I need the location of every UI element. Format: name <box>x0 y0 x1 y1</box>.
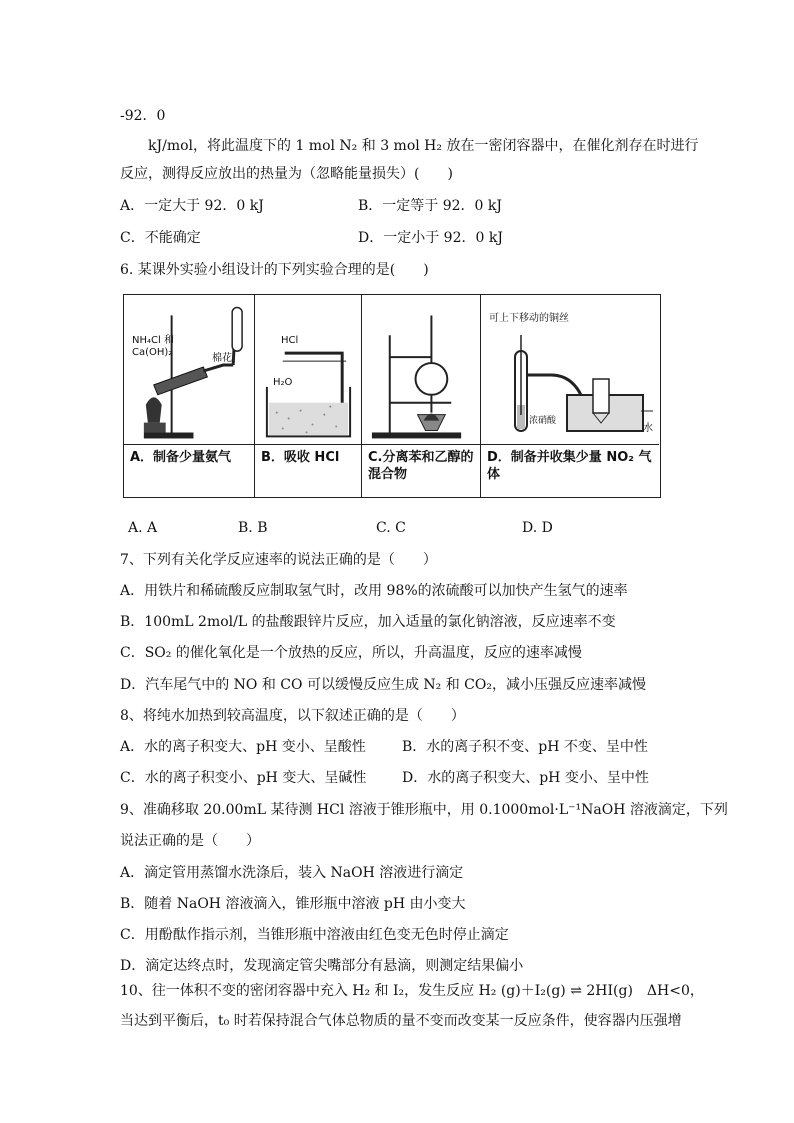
panel-d-caption: D．制备并收集少量 NO₂ 气体 <box>481 444 659 499</box>
q8-option-b[interactable]: B．水的离子积不变、pH 不变、呈中性 <box>402 739 648 755</box>
panel-b-hcl-label: HCl <box>281 335 299 346</box>
q9-stem-line2: 说法正确的是（ ） <box>120 833 260 849</box>
q8-option-c[interactable]: C．水的离子积变小、pH 变大、呈碱性 <box>120 770 367 786</box>
q6-option-d[interactable]: D. D <box>522 520 553 536</box>
q7-stem: 7、下列有关化学反应速率的说法正确的是（ ） <box>120 552 437 568</box>
q5-option-c[interactable]: C．不能确定 <box>120 230 201 246</box>
q9-option-c[interactable]: C．用酚酞作指示剂，当锥形瓶中溶液由红色变无色时停止滴定 <box>120 927 509 943</box>
separation-apparatus-illustration <box>362 295 480 444</box>
q6-stem: 6. 某课外实验小组设计的下列实验合理的是( ) <box>120 262 429 278</box>
q9-option-a[interactable]: A．滴定管用蒸馏水洗涤后，装入 NaOH 溶液进行滴定 <box>120 865 464 881</box>
panel-a <box>124 295 255 497</box>
q8-option-a[interactable]: A．水的离子积变大、pH 变小、呈酸性 <box>120 739 366 755</box>
q5-option-a[interactable]: A．一定大于 92．0 kJ <box>120 198 264 214</box>
q5-option-d[interactable]: D．一定小于 92．0 kJ <box>358 230 503 246</box>
apparatus-figure <box>123 294 661 498</box>
panel-a-caption: A．制备少量氨气 <box>124 444 254 499</box>
q7-option-b[interactable]: B．100mL 2mol/L 的盐酸跟锌片反应，加入适量的氯化钠溶液，反应速率不变 <box>120 614 616 630</box>
panel-b-caption: B．吸收 HCl <box>255 444 361 499</box>
q9-stem-line1: 9、准确移取 20.00mL 某待测 HCl 溶液于锥形瓶中，用 0.1000mol·L⁻¹NaOH 溶液滴定，下列 <box>120 802 728 818</box>
q10-stem-line1: 10、往一体积不变的密闭容器中充入 H₂ 和 I₂，发生反应 H₂ (g)＋I₂(g) ⇌ 2HI(g) ΔH<0， <box>120 983 704 999</box>
q8-option-d[interactable]: D．水的离子积变大、pH 变小、呈中性 <box>402 770 649 786</box>
panel-c <box>362 295 481 497</box>
panel-d-water-label: 水 <box>643 423 653 434</box>
q5-enthalpy-value: -92．0 <box>120 108 166 124</box>
panel-a-reagent-label: NH₄Cl 和 Ca(OH)₂ <box>132 335 174 358</box>
q6-option-b[interactable]: B. B <box>238 520 268 536</box>
panel-b-water-label: H₂O <box>273 377 293 388</box>
q7-option-d[interactable]: D．汽车尾气中的 NO 和 CO 可以缓慢反应生成 N₂ 和 CO₂，减小压强反应速率减慢 <box>120 677 646 693</box>
q7-option-c[interactable]: C．SO₂ 的催化氧化是一个放热的反应，所以，升高温度，反应的速率减慢 <box>120 645 582 661</box>
q5-stem-line2: 反应，测得反应放出的热量为（忽略能量损失）( ) <box>120 166 453 182</box>
q6-option-c[interactable]: C. C <box>376 520 406 536</box>
q5-stem-line1: kJ/mol，将此温度下的 1 mol N₂ 和 3 mol H₂ 放在一密闭容器中，在催化剂存在时进行 <box>148 138 699 154</box>
panel-d <box>481 295 659 497</box>
ammonia-apparatus-illustration <box>124 295 254 444</box>
panel-a-cotton-label: 棉花 <box>212 353 232 364</box>
q10-stem-line2: 当达到平衡后，t₀ 时若保持混合气体总物质的量不变而改变某一反应条件，使容器内压强增 <box>120 1013 682 1029</box>
q8-stem: 8、将纯水加热到较高温度，以下叙述正确的是（ ） <box>120 708 465 724</box>
hcl-absorption-illustration <box>255 295 361 444</box>
panel-b <box>255 295 362 497</box>
panel-d-acid-label: 浓硝酸 <box>529 416 557 426</box>
q9-option-d[interactable]: D．滴定达终点时，发现滴定管尖嘴部分有悬滴，则测定结果偏小 <box>120 958 524 974</box>
q9-option-b[interactable]: B．随着 NaOH 溶液滴入，锥形瓶中溶液 pH 由小变大 <box>120 896 466 912</box>
q5-option-b[interactable]: B．一定等于 92．0 kJ <box>358 198 503 214</box>
panel-c-caption: C.分离苯和乙醇的混合物 <box>362 444 480 499</box>
panel-d-wire-label: 可上下移动的铜丝 <box>489 313 569 324</box>
q6-option-a[interactable]: A. A <box>128 520 158 536</box>
q7-option-a[interactable]: A．用铁片和稀硫酸反应制取氢气时，改用 98%的浓硫酸可以加快产生氢气的速率 <box>120 583 628 599</box>
